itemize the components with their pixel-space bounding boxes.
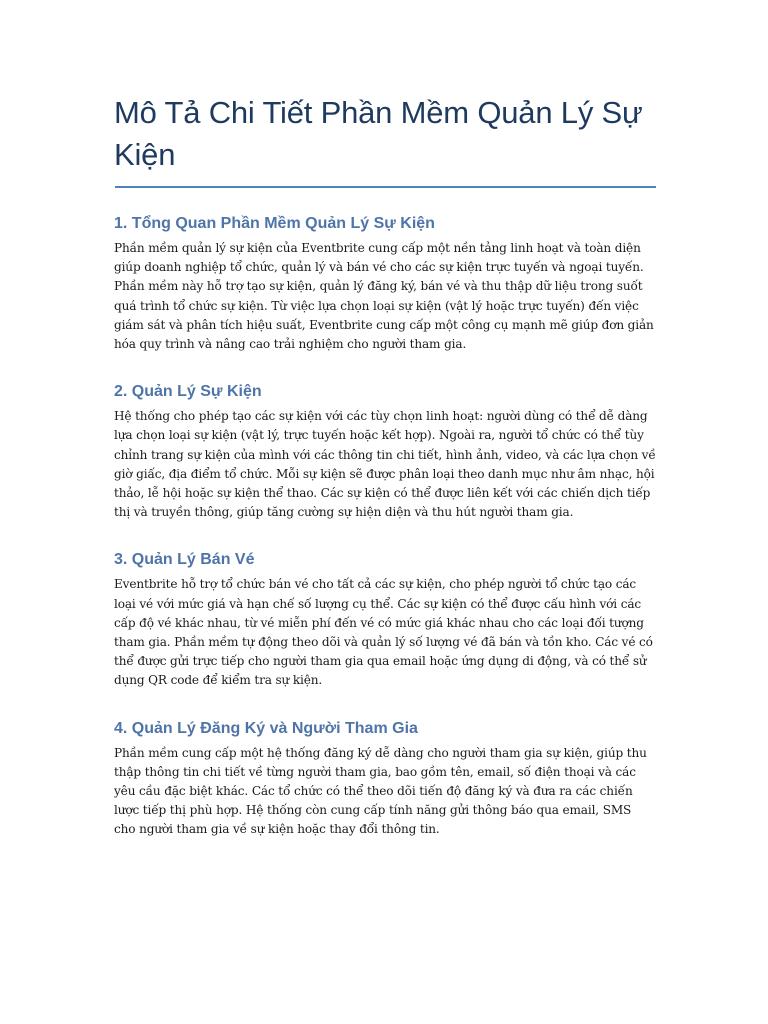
title-divider (115, 186, 656, 188)
document-page (114, 0, 656, 840)
section-heading: 4. Quản Lý Đăng Ký và Người Tham Gia (114, 719, 418, 737)
section-heading: 2. Quản Lý Sự Kiện (114, 383, 262, 401)
section-heading: 3. Quản Lý Bán Vé (114, 551, 255, 569)
section-body: Phần mềm cung cấp một hệ thống đăng ký dễ dàng cho người tham gia sự kiện, giúp thu thập thông tin chi tiết về từng người tham gia, bao gồm tên, email, số điện thoại và các yêu cầu đặc biệt khác. Các tổ chức có thể theo dõi tiến độ đăng ký và đưa ra các chiến lược tiếp thị phù hợp. Hệ thống còn cung cấp tính năng gửi thông báo qua email, SMS cho người tham gia về sự kiện hoặc thay đổi thông tin. (114, 745, 647, 837)
section-body: Eventbrite hỗ trợ tổ chức bán vé cho tất cả các sự kiện, cho phép người tổ chức tạo các loại vé với mức giá và hạn chế số lượng cụ thể. Các sự kiện có thể được cấu hình với các cấp độ vé khác nhau, từ vé miễn phí đến vé có mức giá khác nhau cho các loại đối tượng tham gia. Phần mềm tự động theo dõi và quản lý số lượng vé đã bán và tồn kho. Các vé có thể được gửi trực tiếp cho người tham gia qua email hoặc ứng dụng di động, và có thể sử dụng QR code để kiểm tra sự kiện. (114, 577, 653, 688)
section-ticket-management (114, 549, 656, 690)
document-title: Mô Tả Chi Tiết Phần Mềm Quản Lý Sự Kiện (114, 95, 643, 172)
section-body: Phần mềm quản lý sự kiện của Eventbrite cung cấp một nền tảng linh hoạt và toàn diện giúp doanh nghiệp tổ chức, quản lý và bán vé cho các sự kiện trực tuyến và ngoại tuyến. Phần mềm này hỗ trợ tạo sự kiện, quản lý đăng ký, bán vé và thu thập dữ liệu trong suốt quá trình tổ chức sự kiện. Từ việc lựa chọn loại sự kiện (vật lý hoặc trực tuyến) đến việc giám sát và phân tích hiệu suất, Eventbrite cung cấp một công cụ mạnh mẽ giúp đơn giản hóa quy trình và nâng cao trải nghiệm cho người tham gia. (114, 241, 654, 352)
section-registration-management (114, 718, 656, 840)
section-body: Hệ thống cho phép tạo các sự kiện với các tùy chọn linh hoạt: người dùng có thể dễ dàng lựa chọn loại sự kiện (vật lý, trực tuyến hoặc kết hợp). Ngoài ra, người tổ chức có thể tùy chỉnh trang sự kiện của mình với các thông tin chi tiết, hình ảnh, video, và các lựa chọn về giờ giấc, địa điểm tổ chức. Mỗi sự kiện sẽ được phân loại theo danh mục như âm nhạc, hội thảo, lễ hội hoặc sự kiện thể thao. Các sự kiện có thể được liên kết với các chiến dịch tiếp thị và truyền thông, giúp tăng cường sự hiện diện và thu hút người tham gia. (114, 409, 656, 520)
section-event-management (114, 381, 656, 522)
section-overview (114, 213, 656, 354)
section-heading: 1. Tổng Quan Phần Mềm Quản Lý Sự Kiện (114, 215, 435, 232)
